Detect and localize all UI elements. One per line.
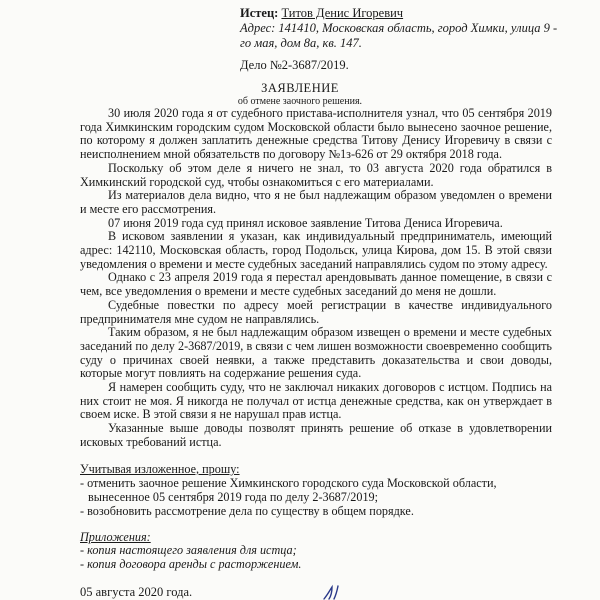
case-number: Дело №2-3687/2019. xyxy=(240,58,349,72)
attachments-list xyxy=(80,543,301,571)
paragraph: Таким образом, я не был надлежащим образом извещен о времени и месте судебных заседаний по делу 2-3687/2019, в связи с чем лишен возможности своевременно сообщить суду о причинах своей неявки, а также представить доказательства и свои доводы, которые могут повлиять на содержание решения суда. xyxy=(80,325,552,381)
plaintiff-name: Титов Денис Игоревич xyxy=(281,6,404,20)
request-item: - отменить заочное решение Химкинского городского суда Московской области, вынесенное 05 сентября 2019 года по делу 2-3687/2019; xyxy=(80,476,497,504)
attachment-item: - копия настоящего заявления для истца; xyxy=(80,543,297,557)
attachments-title: Приложения: xyxy=(80,530,151,544)
plaintiff-block xyxy=(240,6,570,51)
paragraph: 30 июля 2020 года я от судебного пристава-исполнителя узнал, что 05 сентября 2019 года Химкинским городским судом Московской области было вынесено заочное решение, по которому я должен заплатить денежные средства Титову Денису Игоревичу в связи с неисполнением мной обязательств по договору №1з-626 от 29 октября 2018 года. xyxy=(80,106,552,162)
signature-mark xyxy=(320,584,350,600)
document-subtitle: об отмене заочного решения. xyxy=(237,96,363,107)
request-list xyxy=(80,476,550,518)
plaintiff-address: Адрес: 141410, Московская область, город Химки, улица 9 - го мая, дом 8а, кв. 147. xyxy=(240,21,558,50)
document-title: ЗАЯВЛЕНИЕ xyxy=(261,81,339,95)
paragraph: Однако с 23 апреля 2019 года я перестал арендовывать данное помещение, в связи с чем, все уведомления о времени и месте судебных заседаний до меня не дошли. xyxy=(80,270,552,299)
paragraph: Поскольку об этом деле я ничего не знал, то 03 августа 2020 года обратился в Химкинский городской суд, чтобы ознакомиться с его материалами. xyxy=(80,160,552,189)
plaintiff-label: Истец: xyxy=(240,6,279,20)
document-body xyxy=(80,107,552,450)
paragraph: 07 июня 2019 года суд принял исковое заявление Титова Дениса Игоревича. xyxy=(108,215,503,230)
paragraph: Судебные повестки по адресу моей регистрации в качестве индивидуального предпринимателя мне судом не направлялись. xyxy=(80,297,552,326)
document-date: 05 августа 2020 года. xyxy=(80,585,193,599)
paragraph: Из материалов дела видно, что я не был надлежащим образом уведомлен о времени и месте его рассмотрения. xyxy=(80,188,552,216)
attachment-item: - копия договора аренды с расторжением. xyxy=(80,557,302,571)
request-item: - возобновить рассмотрение дела по существу в общем порядке. xyxy=(80,504,414,518)
request-intro: Учитывая изложенное, прошу: xyxy=(80,462,240,476)
paragraph: В исковом заявлении я указан, как индивидуальный предприниматель, имеющий адрес: 142110, Московская область, город Подольск, улица Кирова, дом 15. В этой связи уведомления о времени и месте судебных заседаний направлялись судом по этому адресу. xyxy=(80,229,552,271)
paragraph: Указанные выше доводы позволят принять решение об отказе в удовлетворении исковых требований истца. xyxy=(80,421,552,449)
paragraph: Я намерен сообщить суду, что не заключал никаких договоров с истцом. Подпись на них стоит не моя. Я никогда не получал от истца денежные средства, как он утверждает в своем иске. В этой связи я не нарушал прав истца. xyxy=(80,380,552,422)
